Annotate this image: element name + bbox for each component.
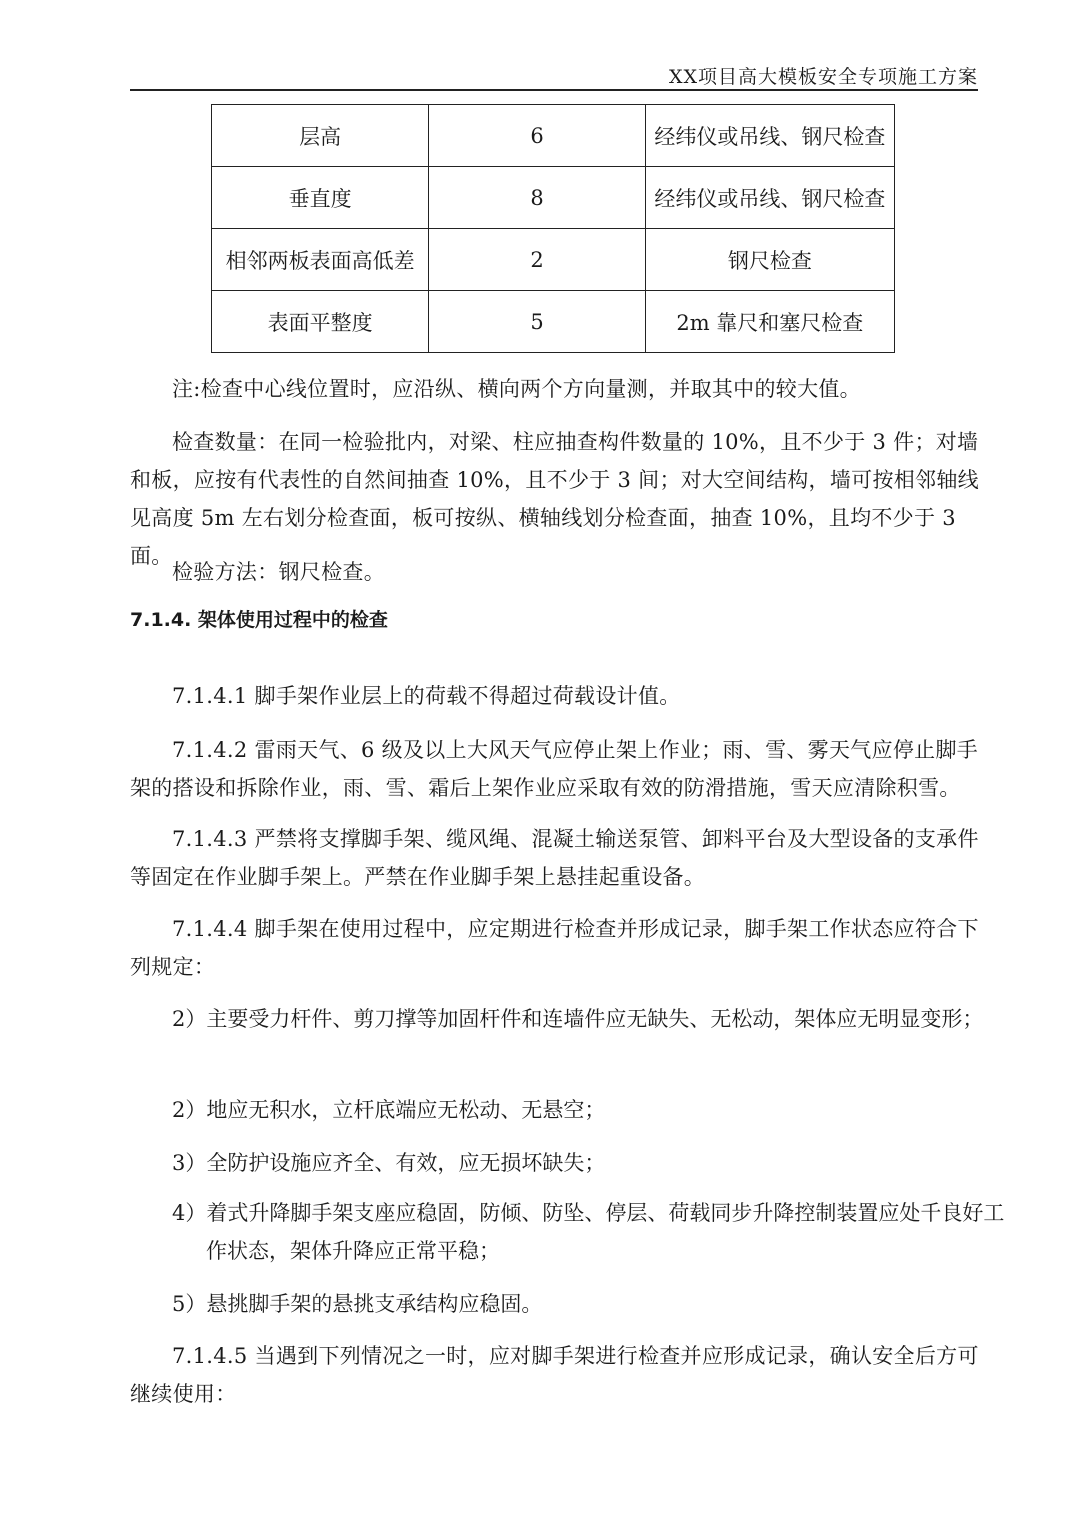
list-item: 4）着式升降脚手架支座应稳固，防倾、防坠、停层、荷载同步升降控制装置应处千良好工作状态，架体升降应正常平稳； — [172, 1201, 1005, 1263]
table-cell-method: 经纬仪或吊线、钢尺检查 — [645, 167, 894, 229]
table-cell-method: 钢尺检查 — [645, 229, 894, 291]
header-rule — [130, 89, 978, 91]
table-cell-method: 2m 靠尺和塞尺检查 — [645, 291, 894, 353]
table-row — [212, 167, 895, 229]
table-cell-item: 垂直度 — [212, 167, 429, 229]
inspection-quantity-paragraph: 检查数量：在同一检验批内，对梁、柱应抽查构件数量的 10%，且不少于 3 件；对墙和板，应按有代表性的自然间抽查 10%，且不少于 3 间；对大空间结构，墙可按相邻轴线见高度 5m 左右划分检查面，板可按纵、横轴线划分检查面，抽查 10%，且均不少于 3 面。 — [130, 430, 979, 568]
clause-7-1-4-2: 7.1.4.2 雷雨天气、6 级及以上大风天气应停止架上作业；雨、雪、雾天气应停止脚手架的搭设和拆除作业，雨、雪、霜后上架作业应采取有效的防滑措施，雪天应清除积雪。 — [130, 738, 979, 800]
table-cell-value: 5 — [429, 291, 645, 353]
table-row — [212, 229, 895, 291]
table-cell-item: 层高 — [212, 105, 429, 167]
tolerance-table — [211, 104, 895, 353]
table-cell-item: 表面平整度 — [212, 291, 429, 353]
table-row — [212, 291, 895, 353]
clause-7-1-4-5: 7.1.4.5 当遇到下列情况之一时，应对脚手架进行检查并应形成记录，确认安全后方可继续使用： — [130, 1344, 979, 1406]
page-header: XX项目高大模板安全专项施工方案 — [668, 66, 978, 88]
table-row — [212, 105, 895, 167]
list-item: 3）全防护设施应齐全、有效，应无损坏缺失； — [172, 1151, 606, 1175]
section-heading: 7.1.4. 架体使用过程中的检查 — [130, 609, 388, 631]
table-cell-method: 经纬仪或吊线、钢尺检查 — [645, 105, 894, 167]
table-cell-value: 8 — [429, 167, 645, 229]
list-item: 5）悬挑脚手架的悬挑支承结构应稳固。 — [172, 1292, 543, 1316]
list-item: 2）主要受力杆件、剪刀撑等加固杆件和连墙件应无缺失、无松动，架体应无明显变形； — [172, 1007, 984, 1031]
note-paragraph: 注:检查中心线位置时，应沿纵、横向两个方向量测，并取其中的较大值。 — [172, 377, 861, 401]
table-cell-item: 相邻两板表面高低差 — [212, 229, 429, 291]
clause-7-1-4-4: 7.1.4.4 脚手架在使用过程中，应定期进行检查并形成记录，脚手架工作状态应符合下列规定： — [130, 917, 979, 979]
clause-7-1-4-3: 7.1.4.3 严禁将支撑脚手架、缆风绳、混凝土输送泵管、卸料平台及大型设备的支承件等固定在作业脚手架上。严禁在作业脚手架上悬挂起重设备。 — [130, 827, 979, 889]
inspection-method-paragraph: 检验方法：钢尺检查。 — [172, 560, 385, 584]
list-item: 2）地应无积水，立杆底端应无松动、无悬空； — [172, 1098, 606, 1122]
table-cell-value: 6 — [429, 105, 645, 167]
clause-7-1-4-1: 7.1.4.1 脚手架作业层上的荷载不得超过荷载设计值。 — [172, 684, 681, 708]
table-cell-value: 2 — [429, 229, 645, 291]
